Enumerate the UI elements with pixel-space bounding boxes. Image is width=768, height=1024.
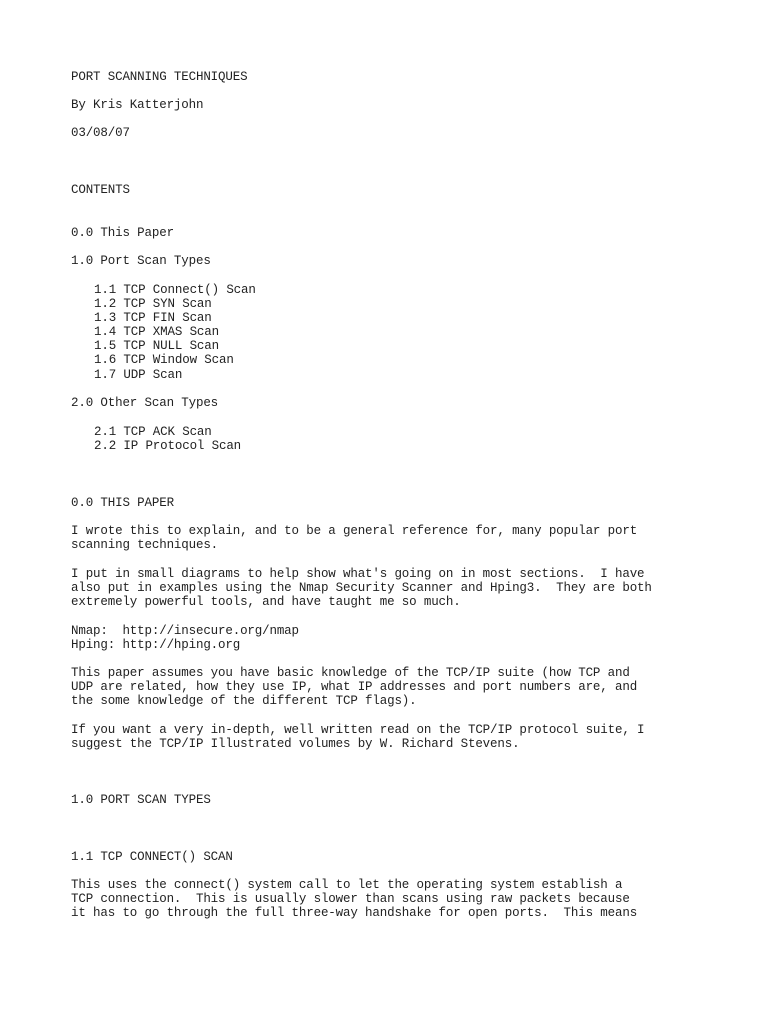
this-paper-p3-line: UDP are related, how they use IP, what IP addresses and port numbers are, and [71, 680, 638, 694]
this-paper-p1-line: I wrote this to explain, and to be a general reference for, many popular port [71, 524, 638, 538]
this-paper-p4-line: If you want a very in-depth, well written read on the TCP/IP protocol suite, I [71, 723, 645, 737]
tcp-connect-heading: 1.1 TCP CONNECT() SCAN [71, 850, 233, 864]
this-paper-p1-line: scanning techniques. [71, 538, 219, 552]
toc-entry-2-2: 2.2 IP Protocol Scan [94, 439, 242, 453]
this-paper-p2-line: also put in examples using the Nmap Security Scanner and Hping3. They are both [71, 581, 652, 595]
nmap-link-line: Nmap: http://insecure.org/nmap [71, 624, 299, 638]
document-date: 03/08/07 [71, 126, 130, 140]
this-paper-p2-line: extremely powerful tools, and have taught me so much. [71, 595, 461, 609]
toc-entry-1-0: 1.0 Port Scan Types [71, 254, 211, 268]
toc-entry-1-3: 1.3 TCP FIN Scan [94, 311, 212, 325]
port-scan-types-heading: 1.0 PORT SCAN TYPES [71, 793, 211, 807]
hping-link-line: Hping: http://hping.org [71, 638, 241, 652]
tcp-connect-p1-line: it has to go through the full three-way handshake for open ports. This means [71, 906, 638, 920]
toc-entry-1-5: 1.5 TCP NULL Scan [94, 339, 219, 353]
tcp-connect-p1-line: This uses the connect() system call to let the operating system establish a [71, 878, 623, 892]
this-paper-p4-line: suggest the TCP/IP Illustrated volumes by W. Richard Stevens. [71, 737, 520, 751]
this-paper-p3-line: the some knowledge of the different TCP flags). [71, 694, 417, 708]
toc-entry-1-6: 1.6 TCP Window Scan [94, 353, 234, 367]
toc-entry-0-0: 0.0 This Paper [71, 226, 174, 240]
toc-entry-1-1: 1.1 TCP Connect() Scan [94, 283, 256, 297]
toc-entry-1-2: 1.2 TCP SYN Scan [94, 297, 212, 311]
toc-entry-1-4: 1.4 TCP XMAS Scan [94, 325, 219, 339]
this-paper-p3-line: This paper assumes you have basic knowledge of the TCP/IP suite (how TCP and [71, 666, 630, 680]
document-author: By Kris Katterjohn [71, 98, 204, 112]
this-paper-heading: 0.0 THIS PAPER [71, 496, 174, 510]
this-paper-p2-line: I put in small diagrams to help show what's going on in most sections. I have [71, 567, 645, 581]
tcp-connect-p1-line: TCP connection. This is usually slower than scans using raw packets because [71, 892, 630, 906]
toc-entry-1-7: 1.7 UDP Scan [94, 368, 183, 382]
toc-entry-2-0: 2.0 Other Scan Types [71, 396, 219, 410]
document-title: PORT SCANNING TECHNIQUES [71, 70, 248, 84]
toc-entry-2-1: 2.1 TCP ACK Scan [94, 425, 212, 439]
contents-heading: CONTENTS [71, 183, 130, 197]
